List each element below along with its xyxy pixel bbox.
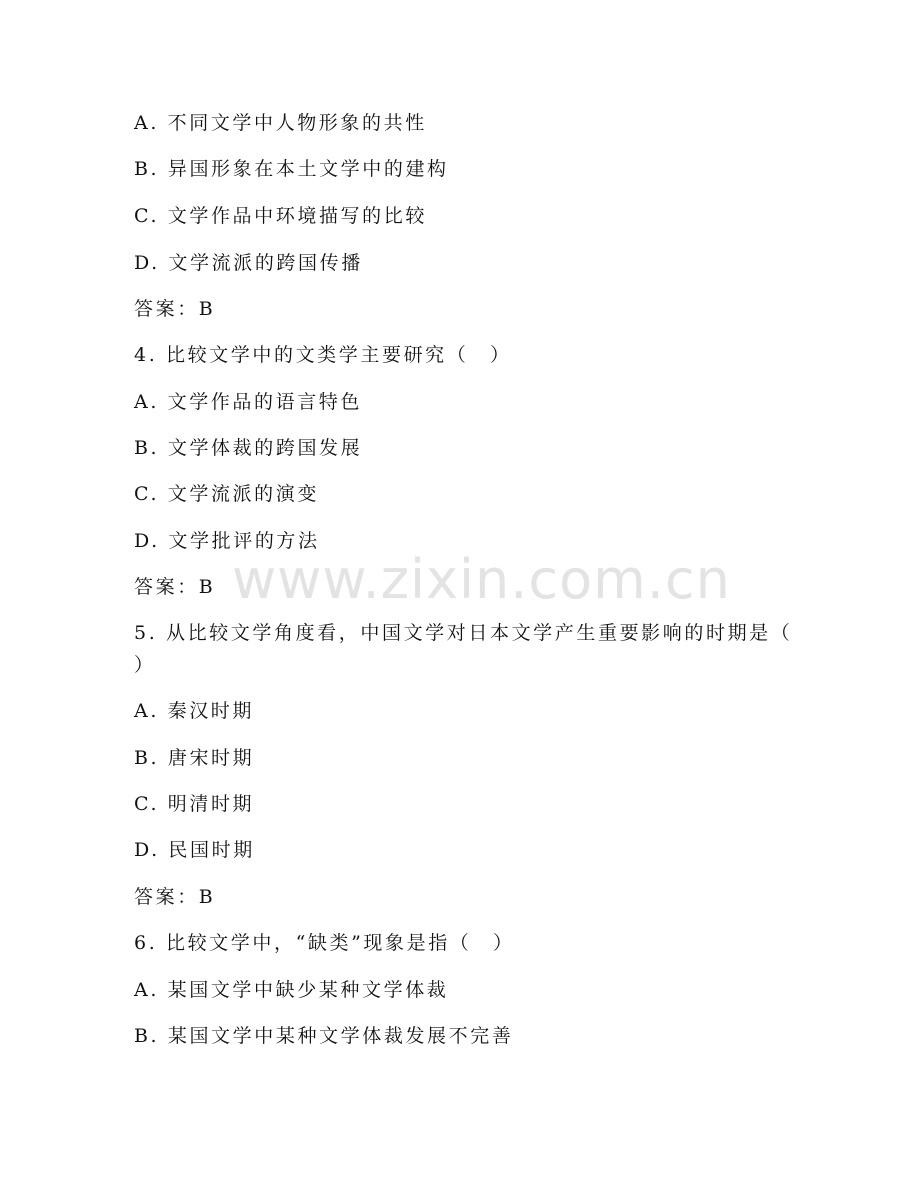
q4-option-d: D. 文学批评的方法 bbox=[134, 530, 320, 552]
watermark: www.zixin.com.cn bbox=[232, 548, 731, 611]
q5-option-d: D. 民国时期 bbox=[134, 839, 255, 861]
q3-option-a: A. 不同文学中人物形象的共性 bbox=[134, 112, 427, 134]
q5-option-c: C. 明清时期 bbox=[134, 793, 255, 815]
q3-answer: 答案：B bbox=[134, 298, 216, 320]
q5-option-a: A. 秦汉时期 bbox=[134, 700, 255, 722]
q4-option-c: C. 文学流派的演变 bbox=[134, 483, 319, 505]
q4-option-b: B. 文学体裁的跨国发展 bbox=[134, 437, 363, 459]
q5-option-b: B. 唐宋时期 bbox=[134, 747, 255, 769]
question-5: 5. 从比较文学角度看，中国文学对日本文学产生重要影响的时期是（ bbox=[134, 622, 793, 644]
q3-option-d: D. 文学流派的跨国传播 bbox=[134, 252, 363, 274]
question-6: 6. 比较文学中，“缺类”现象是指（ ） bbox=[134, 932, 515, 954]
q6-option-b: B. 某国文学中某种文学体裁发展不完善 bbox=[134, 1025, 514, 1047]
q3-option-b: B. 异国形象在本土文学中的建构 bbox=[134, 158, 449, 180]
q4-answer: 答案：B bbox=[134, 576, 216, 598]
q3-option-c: C. 文学作品中环境描写的比较 bbox=[134, 205, 427, 227]
question-5-continued: ） bbox=[134, 654, 156, 676]
q6-option-a: A. 某国文学中缺少某种文学体裁 bbox=[134, 979, 449, 1001]
question-4: 4. 比较文学中的文类学主要研究（ ） bbox=[134, 344, 512, 366]
q4-option-a: A. 文学作品的语言特色 bbox=[134, 391, 363, 413]
q5-answer: 答案：B bbox=[134, 886, 216, 908]
